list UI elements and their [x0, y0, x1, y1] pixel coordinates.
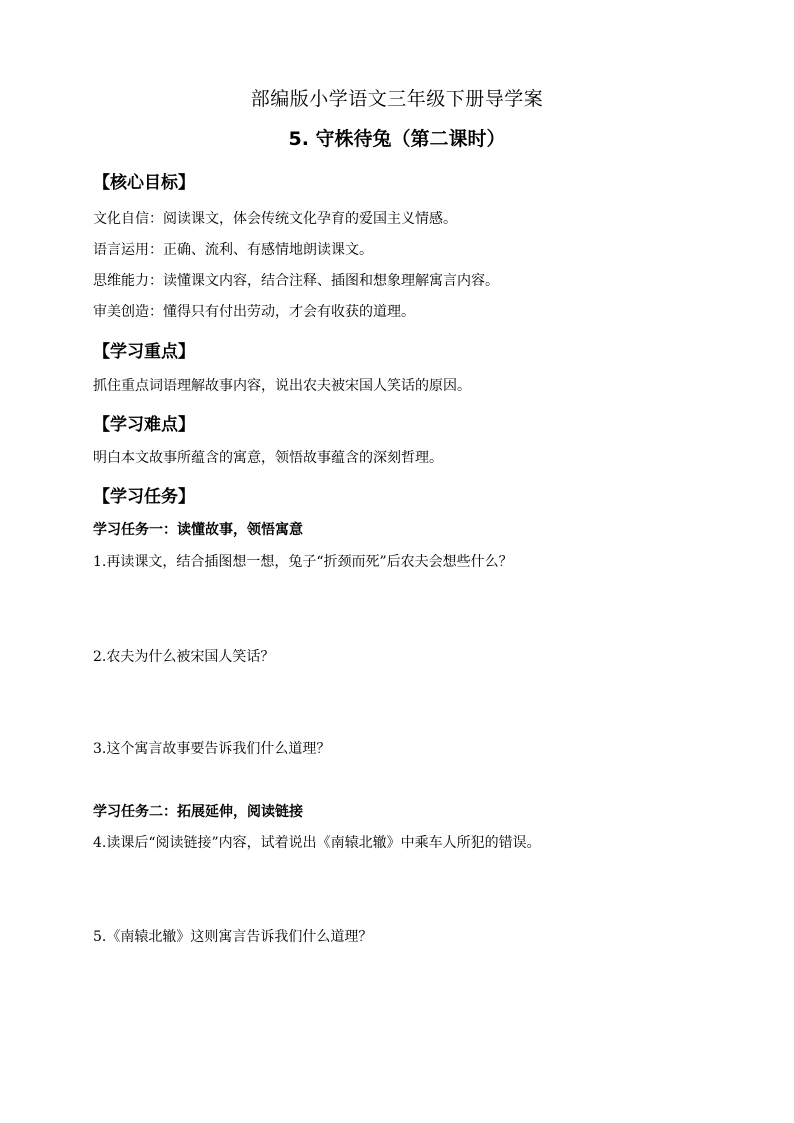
difficulties-text: 明白本文故事所蕴含的寓意，领悟故事蕴含的深刻哲理。: [93, 450, 443, 466]
task-two-title: 学习任务二：拓展延伸，阅读链接: [93, 804, 303, 820]
core-goal-item: 审美创造：懂得只有付出劳动，才会有收获的道理。: [93, 304, 415, 320]
key-points-text: 抓住重点词语理解故事内容，说出农夫被宋国人笑话的原因。: [93, 378, 471, 394]
question-item: 3.这个寓言故事要告诉我们什么道理？: [93, 741, 331, 757]
question-item: 5.《南辕北辙》这则寓言告诉我们什么道理？: [93, 929, 373, 945]
question-item: 2.农夫为什么被宋国人笑话？: [93, 649, 275, 665]
document-header-title: 部编版小学语文三年级下册导学案: [250, 88, 544, 110]
task-one-title: 学习任务一：读懂故事，领悟寓意: [93, 522, 303, 538]
lesson-title: 5. 守株待兔（第二课时）: [288, 128, 506, 150]
difficulties-heading: 【学习难点】: [93, 415, 195, 435]
question-item: 4.读课后“阅读链接”内容，试着说出《南辕北辙》中乘车人所犯的错误。: [93, 835, 541, 851]
question-item: 1.再读课文，结合插图想一想，兔子“折颈而死”后农夫会想些什么？: [93, 554, 513, 570]
core-goals-heading: 【核心目标】: [93, 173, 195, 193]
core-goal-item: 思维能力：读懂课文内容，结合注释、插图和想象理解寓言内容。: [93, 273, 499, 289]
core-goal-item: 文化自信：阅读课文，体会传统文化孕育的爱国主义情感。: [93, 211, 457, 227]
key-points-heading: 【学习重点】: [93, 342, 195, 362]
tasks-heading: 【学习任务】: [93, 487, 195, 507]
core-goal-item: 语言运用：正确、流利、有感情地朗读课文。: [93, 242, 373, 258]
